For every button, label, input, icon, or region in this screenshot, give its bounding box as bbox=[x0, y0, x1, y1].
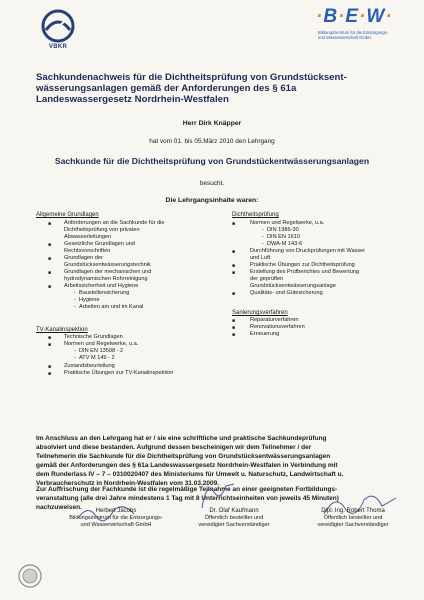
list-item: Anforderungen an die Sachkunde für die Dichtheitsprüfung von privaten Abwasserleitungen bbox=[64, 220, 165, 240]
bullet-icon: ■ bbox=[232, 270, 236, 276]
visited-text: besucht. bbox=[199, 180, 225, 187]
list-item: Erstellung des Prüfberichtes und Bewertung der geprüften Grundstücksentwässerungsanlage bbox=[250, 269, 360, 289]
list-item: Praktische Übungen zur TV-Kanalinspektion bbox=[64, 370, 174, 376]
list-item: Technische Grundlagen bbox=[64, 334, 123, 340]
bew-letters: ·B·E·W· bbox=[316, 6, 393, 27]
bullet-icon: ■ bbox=[232, 325, 236, 331]
bullet-icon: ■ bbox=[232, 318, 236, 324]
course-title: Sachkunde für die Dichtheitsprüfung von Grundstückentwässerungsanlagen bbox=[54, 156, 370, 166]
rgb-seal-icon bbox=[18, 564, 42, 588]
sub-list: - DIN 1986-30 - DIN EN 1610 - DWA-M 143-6 bbox=[262, 227, 303, 247]
sub-list: - DIN EN 13508 - 2 - ATV M 149 - 2 bbox=[74, 348, 124, 361]
bullet-icon: ■ bbox=[48, 371, 52, 377]
list-item: Grundlagen der Grundstücksentwässerungstechnik bbox=[64, 255, 151, 268]
section-tv-heading: TV-Kanalinspektion bbox=[36, 327, 88, 333]
bullet-icon: ■ bbox=[48, 342, 52, 348]
bullet-icon: ■ bbox=[232, 263, 236, 269]
recipient-name: Herr Dirk Knäpper bbox=[182, 120, 242, 127]
vbkr-label: VBKR bbox=[48, 44, 68, 50]
bew-logo bbox=[316, 6, 420, 50]
list-item: Renovationsverfahren bbox=[250, 324, 305, 330]
bew-subtitle: Bildungszentrum für die Entsorgungs- und Wasserwirtschaft GmbH bbox=[318, 30, 389, 40]
list-item: Arbeitssicherheit und Hygiene bbox=[64, 283, 139, 289]
bullet-icon: ■ bbox=[232, 291, 236, 297]
attendance-text: hat vom 01. bis 05.März 2010 den Lehrgang bbox=[149, 138, 275, 145]
signature-block-2: Dr. Olaf Kaufmann Öffentlich bestellter und vereidigter Sachverständiger bbox=[198, 508, 270, 528]
list-item: Praktische Übungen zur Dichtheitsprüfung bbox=[250, 262, 355, 268]
bullet-icon: ■ bbox=[232, 332, 236, 338]
list-item: Normen und Regelwerke, u.a. bbox=[250, 220, 325, 226]
list-item: Grundlagen der mechanischen und hydrodynamischen Rohrreinigung bbox=[64, 269, 152, 282]
section-tightness-heading: Dichtheitsprüfung bbox=[232, 212, 279, 218]
signature-block-3: Dipl. Ing. Robert Thoma Öffentlich bestellter und vereidigter Sachverständiger bbox=[317, 508, 389, 528]
bullet-icon: ■ bbox=[48, 242, 52, 248]
conclusion-paragraph: Im Anschluss an den Lehrgang hat er / sie eine schriftliche und praktische Sachkundeprüfung absolviert und diese bestanden. Aufgrund dessen bescheinigen wir dem Teilnehmer / der Teilnehmerin die Sachkunde für die Dichtheitsprüfung von Grundstücksentwässerungsanlagen gemäß der Anforderungen des § 61a Landeswassergesetz Nordrhein-Westfalen in Verbindung mit dem Runderlass IV – 7 – 0310020407 des Ministeriums für Umwelt u. Naturschutz, Landwirtschaft u. Verbraucherschutz in Nordrhein-Westfalen vom 31.03.2009. bbox=[36, 435, 344, 487]
bullet-icon: ■ bbox=[48, 364, 52, 370]
bullet-icon: ■ bbox=[48, 284, 52, 290]
sub-list: - Baustellensicherung - Hygiene - Arbeiten am und im Kanal bbox=[74, 290, 144, 310]
list-item: Durchführung von Druckprüfungen mit Wasser und Luft bbox=[250, 248, 366, 261]
bullet-icon: ■ bbox=[232, 249, 236, 255]
bullet-icon: ■ bbox=[48, 270, 52, 276]
bullet-icon: ■ bbox=[232, 221, 236, 227]
section-renovation-heading: Sanierungsverfahren bbox=[232, 310, 288, 316]
section-general-heading: Allgemeine Grundlagen bbox=[36, 212, 99, 218]
list-item: Erneuerung bbox=[250, 331, 280, 337]
vbkr-logo bbox=[36, 8, 80, 54]
contents-heading: Die Lehrgangsinhalte waren: bbox=[165, 197, 259, 204]
certificate-title: Sachkundenachweis für die Dichtheitsprüfung von Grundstücksent- wässerungsanlagen gemäß der Anforderungen des § 61a Landeswassergesetz Nordrhein-Westfalen bbox=[36, 72, 347, 105]
refresh-paragraph: Zur Auffrischung der Fachkunde ist die regelmäßige Teilnahme an einer geeigneten Fortbildungs- veranstaltung (alle drei Jahre mindestens 1 Tag mit 8 Unterrichtseinheiten von jeweils 45 Minuten) nachzuweisen. bbox=[36, 486, 339, 511]
bullet-icon: ■ bbox=[48, 335, 52, 341]
list-item: Normen und Regelwerke, u.a. bbox=[64, 341, 139, 347]
list-item: Qualitäts- und Gütesicherung bbox=[250, 290, 323, 296]
list-item: Reparaturverfahren bbox=[250, 317, 299, 323]
bullet-icon: ■ bbox=[48, 221, 52, 227]
signature-block-1: Herbert Jacobs Bildungszentrum für die Entsorgungs- und Wasserwirtschaft GmbH bbox=[69, 508, 163, 528]
bullet-icon: ■ bbox=[48, 256, 52, 262]
list-item: Gesetzliche Grundlagen und Rechtsvorschriften bbox=[64, 241, 135, 254]
list-item: Zustandsbeurteilung bbox=[64, 363, 115, 369]
